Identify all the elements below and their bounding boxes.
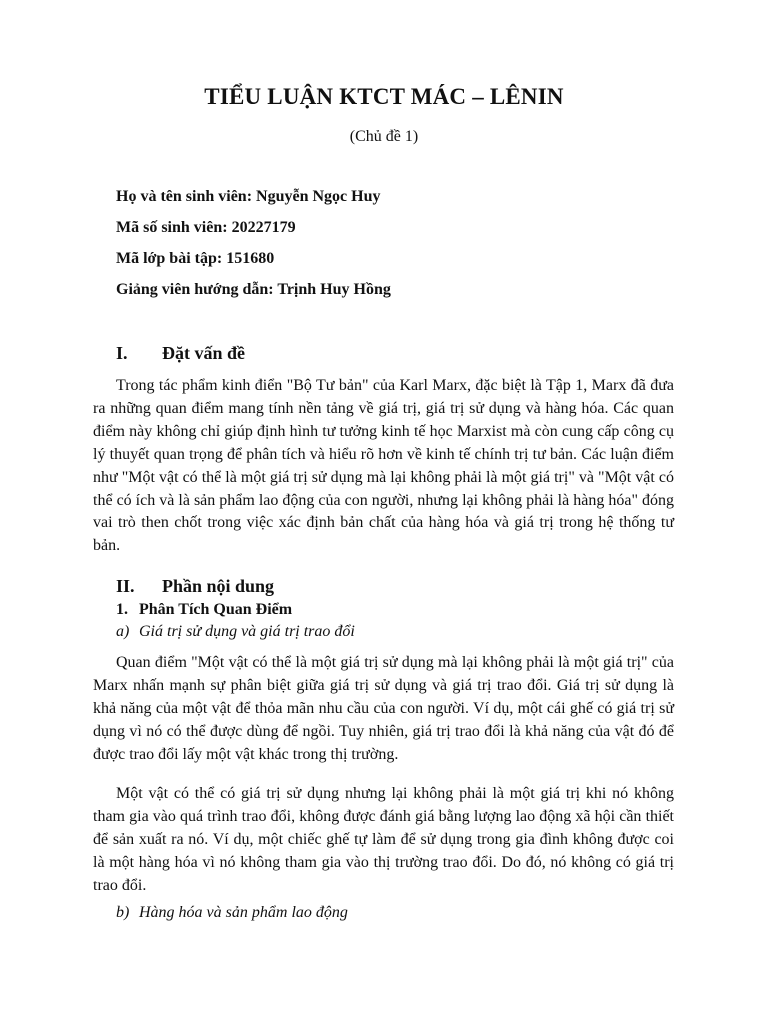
section-1-paragraph: Trong tác phẩm kinh điển "Bộ Tư bản" của Karl Marx, đặc biệt là Tập 1, Marx đã đưa ra những quan điểm mang tính nền tảng về giá trị, giá trị sử dụng và hàng hóa. Các quan điểm này không chỉ giúp định hình tư tưởng kinh tế học Marxist mà còn cung cấp công cụ lý thuyết quan trọng để phân tích và hiểu rõ hơn về kinh tế chính trị tư bản. Các luận điểm như "Một vật có thể là một giá trị sử dụng mà lại không phải là một giá trị" và "Một vật có thể có ích và là sản phẩm lao động của con người, nhưng lại không phải là hàng hóa" đóng vai trò then chốt trong việc xác định bản chất của hàng hóa và giá trị trong hệ thống tư bản. [93,377,674,555]
document-title: TIỂU LUẬN KTCT MÁC – LÊNIN [204,84,564,109]
section-1-number: I. [116,343,128,363]
part-a-paragraph-2: Một vật có thể có giá trị sử dụng nhưng lại không phải là một giá trị khi nó không tham gia vào quá trình trao đổi, không được đánh giá bằng lượng lao động xã hội cần thiết để sản xuất ra nó. Ví dụ, một chiếc ghế tự làm để sử dụng trong gia đình không được coi là một hàng hóa vì nó không tham gia vào thị trường trao đổi. Do đó, nó không có giá trị trao đổi. [93,785,674,894]
section-2-title: Phần nội dung [162,576,275,596]
subsection-1-heading [116,601,292,619]
part-b-title: Hàng hóa và sản phẩm lao động [139,904,348,921]
part-a-title: Giá trị sử dụng và giá trị trao đổi [139,623,355,640]
part-a-paragraph-1: Quan điểm "Một vật có thể là một giá trị sử dụng mà lại không phải là một giá trị" của Marx nhấn mạnh sự phân biệt giữa giá trị sử dụng và giá trị trao đổi. Giá trị sử dụng là khả năng của một vật để thỏa mãn nhu cầu của con người. Ví dụ, một cái ghế có giá trị sử dụng vì nó có thể được dùng để ngồi. Tuy nhiên, giá trị trao đổi là khả năng của vật đó để được trao đổi lấy một vật khác trong thị trường. [93,654,674,763]
part-a-number: a) [116,623,130,640]
part-a-heading [116,623,355,641]
subsection-1-title: Phân Tích Quan Điểm [139,601,293,618]
section-2-heading [116,576,274,597]
instructor-name: Giảng viên hướng dẫn: Trịnh Huy Hồng [116,281,391,298]
part-b-heading [116,904,348,922]
student-name: Họ và tên sinh viên: Nguyễn Ngọc Huy [116,188,381,205]
document-subtitle: (Chủ đề 1) [349,128,419,145]
class-id: Mã lớp bài tập: 151680 [116,250,275,267]
part-b-number: b) [116,904,130,921]
section-1-title: Đặt vấn đề [162,343,246,363]
section-2-number: II. [116,576,135,596]
student-id: Mã số sinh viên: 20227179 [116,219,296,236]
section-1-heading [116,343,245,364]
subsection-1-number: 1. [116,601,128,618]
